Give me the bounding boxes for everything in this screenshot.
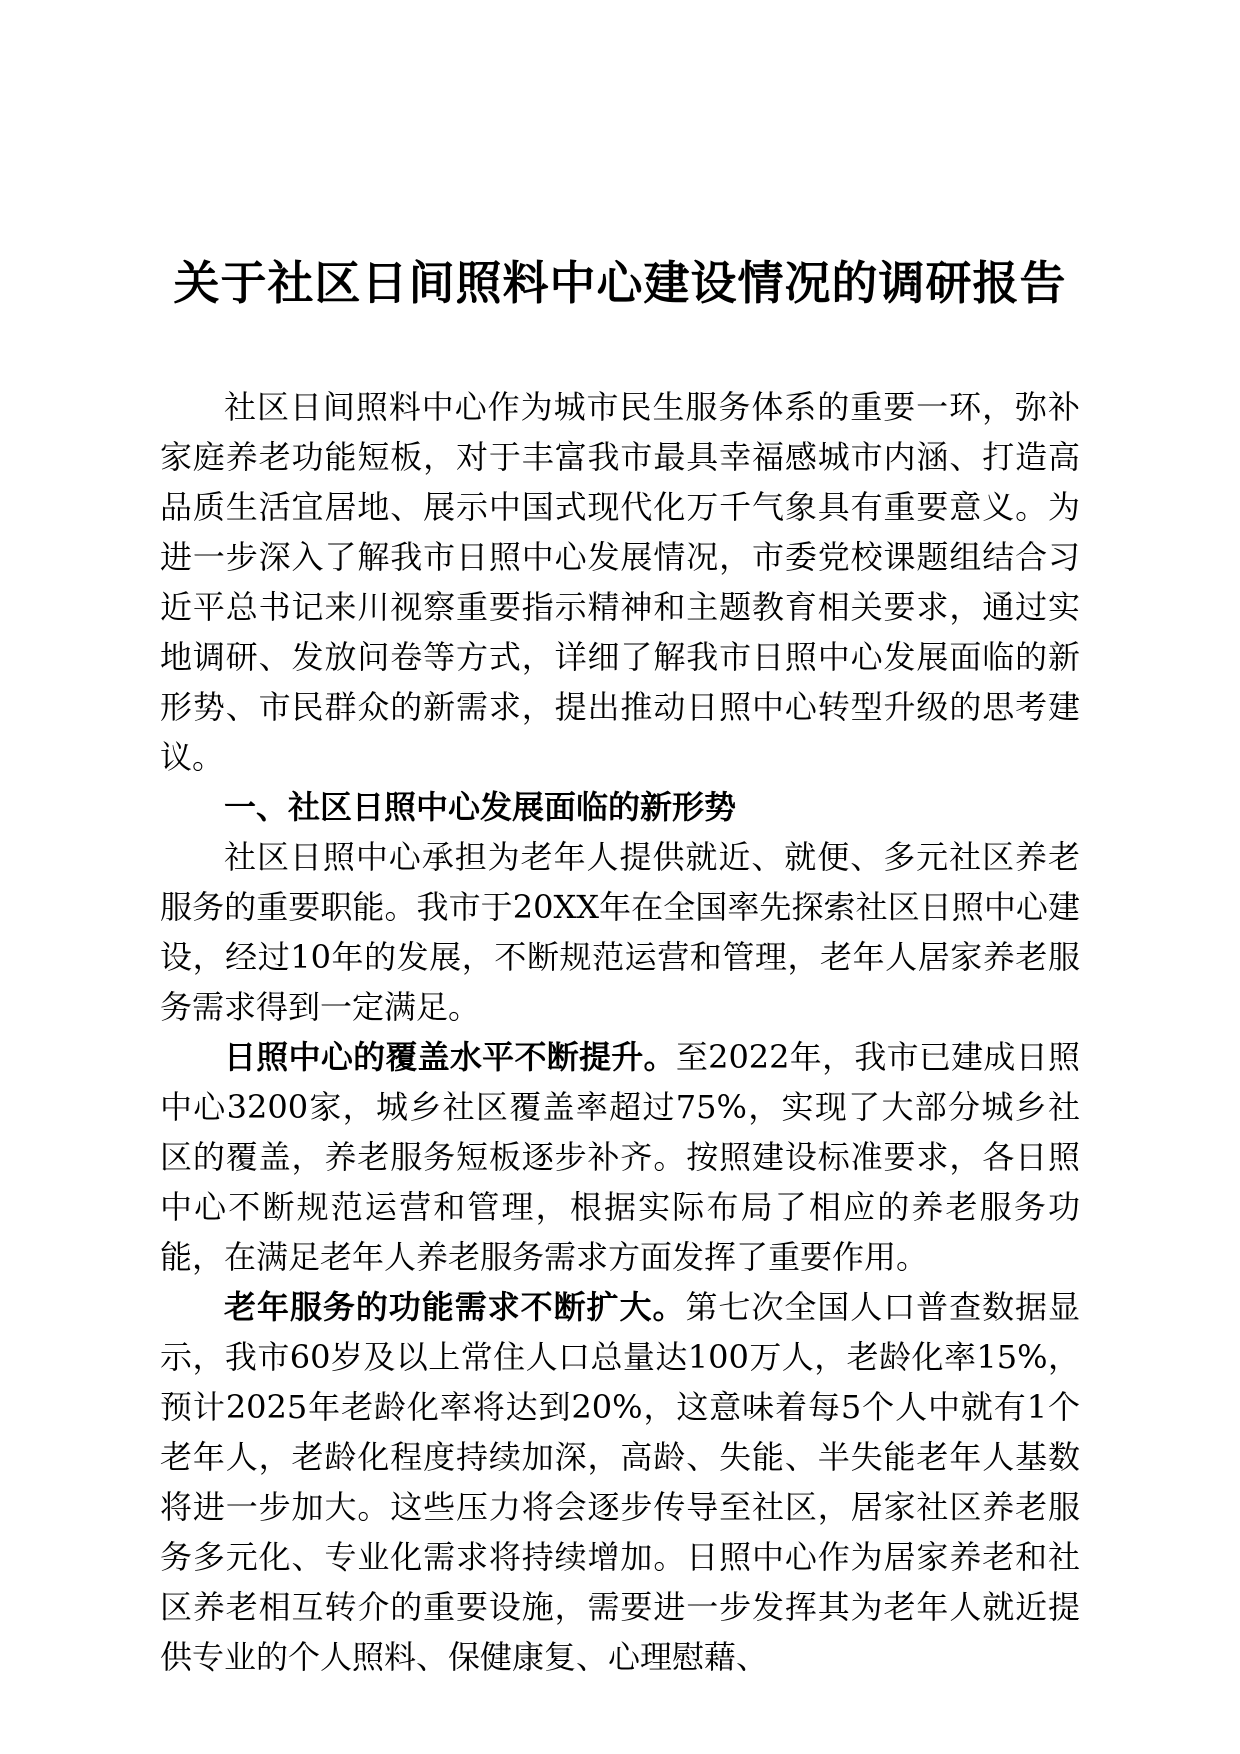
demand-paragraph (160, 1282, 1080, 1682)
report-title: 关于社区日间照料中心建设情况的调研报告 (173, 256, 1067, 310)
coverage-paragraph (160, 1032, 1080, 1282)
section-heading: 一、社区日照中心发展面临的新形势 (224, 788, 737, 826)
demand-body-text: 第七次全国人口普查数据显示，我市60岁及以上常住人口总量达100万人，老龄化率15%，预计2025年老龄化率将达到20%，这意味着每5个人中就有1个老年人，老龄化程度持续加深，高龄、失能、半失能老年人基数将进一步加大。这些压力将会逐步传导至社区，居家社区养老服务多元化、专业化需求将持续增加。日照中心作为居家养老和社区养老相互转介的重要设施，需要进一步发挥其为老年人就近提供专业的个人照料、保健康复、心理慰藉、 (160, 1288, 1080, 1676)
report-body (160, 382, 1080, 1682)
demand-lead-sentence: 老年服务的功能需求不断扩大。 (224, 1288, 686, 1326)
coverage-lead-sentence: 日照中心的覆盖水平不断提升。 (224, 1038, 676, 1076)
intro-paragraph: 社区日间照料中心作为城市民生服务体系的重要一环，弥补家庭养老功能短板，对于丰富我市最具幸福感城市内涵、打造高品质生活宜居地、展示中国式现代化万千气象具有重要意义。为进一步深入了解我市日照中心发展情况，市委党校课题组结合习近平总书记来川视察重要指示精神和主题教育相关要求，通过实地调研、发放问卷等方式，详细了解我市日照中心发展面临的新形势、市民群众的新需求，提出推动日照中心转型升级的思考建议。 (160, 388, 1080, 776)
section-paragraph: 社区日照中心承担为老年人提供就近、就便、多元社区养老服务的重要职能。我市于20XX年在全国率先探索社区日照中心建设，经过10年的发展，不断规范运营和管理，老年人居家养老服务需求得到一定满足。 (160, 838, 1080, 1026)
coverage-body-text: 至2022年，我市已建成日照中心3200家，城乡社区覆盖率超过75%，实现了大部分城乡社区的覆盖，养老服务短板逐步补齐。按照建设标准要求，各日照中心不断规范运营和管理，根据实际布局了相应的养老服务功能，在满足老年人养老服务需求方面发挥了重要作用。 (160, 1038, 1080, 1276)
